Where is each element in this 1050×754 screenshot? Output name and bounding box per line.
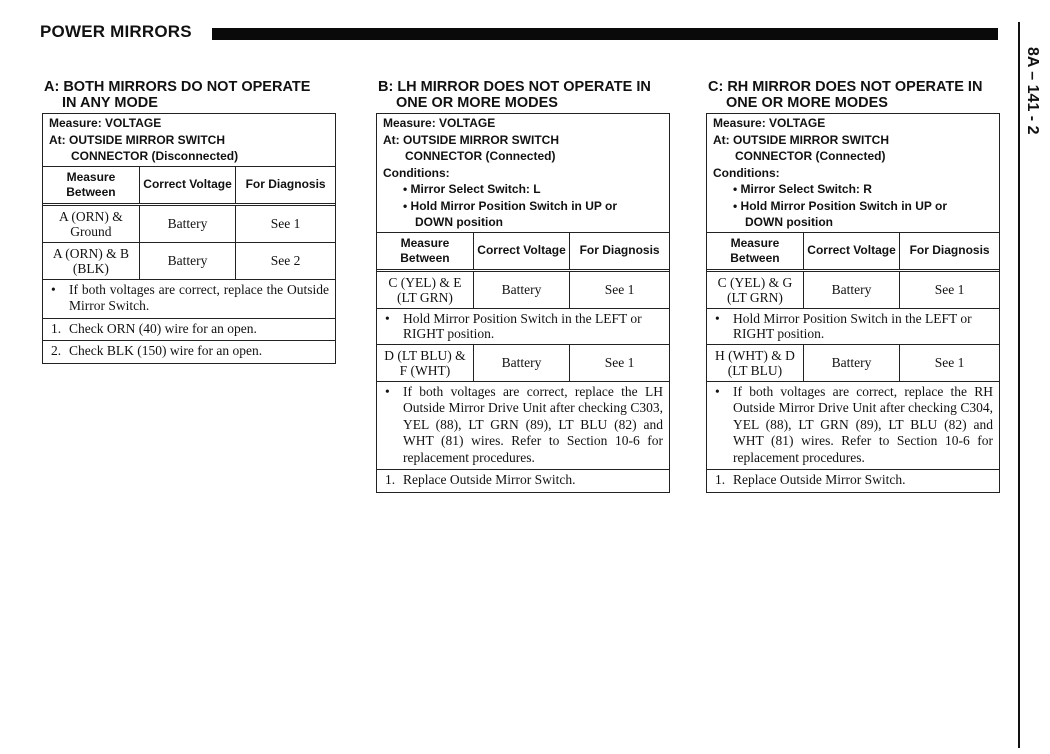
section-b-heading — [376, 79, 670, 111]
cell-between: D (LT BLU) & F (WHT) — [377, 344, 473, 381]
section-a-heading-line1: A: BOTH MIRRORS DO NOT OPERATE — [44, 79, 311, 95]
col-measure-between: Measure Between — [43, 166, 139, 204]
section-a-table — [43, 166, 335, 280]
section-b-step-1 — [377, 470, 669, 492]
bullet-marker: • — [715, 310, 720, 326]
cell-voltage: Battery — [473, 270, 569, 308]
table-note-row — [377, 308, 669, 344]
section-a-box — [42, 113, 336, 364]
page-title: POWER MIRRORS — [40, 22, 192, 41]
section-c-heading-line1: C: RH MIRROR DOES NOT OPERATE IN — [708, 79, 983, 95]
cell-voltage: Battery — [139, 242, 235, 279]
bullet-marker: • — [715, 383, 720, 399]
conditions-label: Conditions: — [383, 165, 450, 180]
step-number: 2. — [51, 343, 62, 358]
measure-label: Measure: VOLTAGE — [49, 116, 162, 130]
side-rule — [1018, 22, 1020, 748]
condition-1: • Mirror Select Switch: R — [733, 182, 872, 196]
col-for-diagnosis: For Diagnosis — [236, 166, 335, 204]
table-row — [43, 204, 335, 242]
bullet-text: If both voltages are correct, replace the RH Outside Mirror Drive Unit after checking C304, YEL (88), LT GRN (89), LT BLU (82) and WHT (81) wires. Refer to Section 10-6 for replacement procedures. — [733, 383, 993, 465]
section-a-measure-block — [43, 114, 335, 166]
col-correct-voltage: Correct Voltage — [473, 232, 569, 270]
section-c-bullet-note — [707, 382, 999, 471]
section-a-heading — [42, 79, 336, 111]
step-number: 1. — [51, 320, 62, 336]
section-c-table — [707, 232, 999, 382]
cell-between: A (ORN) & Ground — [43, 204, 139, 242]
condition-2-cont: DOWN position — [415, 215, 503, 229]
mid-note-text: Hold Mirror Position Switch in the LEFT or RIGHT position. — [733, 310, 972, 341]
bullet-text: If both voltages are correct, replace the LH Outside Mirror Drive Unit after checking C303, YEL (88), LT GRN (89), LT BLU (82) and WHT (81) wires. Refer to Section 10-6 for replacement procedures. — [403, 383, 663, 465]
section-a — [42, 79, 336, 364]
mid-note — [707, 308, 999, 344]
section-c-step-1 — [707, 470, 999, 492]
condition-1: • Mirror Select Switch: L — [403, 182, 541, 196]
cell-between: C (YEL) & G (LT GRN) — [707, 270, 803, 308]
connector-label: CONNECTOR (Connected) — [735, 149, 886, 163]
col-measure-between: Measure Between — [707, 232, 803, 270]
table-row — [377, 344, 669, 381]
connector-label: CONNECTOR (Connected) — [405, 149, 556, 163]
cell-voltage: Battery — [803, 270, 899, 308]
cell-diagnosis: See 1 — [900, 344, 999, 381]
table-row — [43, 242, 335, 279]
col-for-diagnosis: For Diagnosis — [900, 232, 999, 270]
cell-voltage: Battery — [139, 204, 235, 242]
step-text: Replace Outside Mirror Switch. — [403, 472, 576, 487]
table-row — [707, 270, 999, 308]
table-header-row — [377, 232, 669, 270]
measure-label: Measure: VOLTAGE — [383, 116, 496, 130]
bullet-marker: • — [385, 383, 390, 399]
condition-2: • Hold Mirror Position Switch in UP or — [733, 198, 947, 213]
section-b-table — [377, 232, 669, 382]
col-for-diagnosis: For Diagnosis — [570, 232, 669, 270]
section-b-bullet-note — [377, 382, 669, 471]
condition-2-cont: DOWN position — [745, 215, 833, 229]
bullet-marker: • — [385, 310, 390, 326]
cell-voltage: Battery — [803, 344, 899, 381]
at-label: At: OUTSIDE MIRROR SWITCH — [49, 132, 225, 147]
conditions-label: Conditions: — [713, 165, 780, 180]
bullet-marker: • — [51, 281, 56, 297]
section-b-heading-line1: B: LH MIRROR DOES NOT OPERATE IN — [378, 79, 651, 95]
section-b-measure-block — [377, 114, 669, 232]
section-c — [706, 79, 1000, 493]
cell-voltage: Battery — [473, 344, 569, 381]
measure-label: Measure: VOLTAGE — [713, 116, 826, 130]
table-header-row — [707, 232, 999, 270]
bullet-text: If both voltages are correct, replace the Outside Mirror Switch. — [69, 281, 329, 313]
at-label: At: OUTSIDE MIRROR SWITCH — [713, 132, 889, 147]
at-label: At: OUTSIDE MIRROR SWITCH — [383, 132, 559, 147]
section-a-step-1 — [43, 319, 335, 342]
section-a-bullet-note — [43, 280, 335, 319]
section-c-heading-line2: ONE OR MORE MODES — [726, 95, 888, 111]
section-c-heading — [706, 79, 1000, 111]
table-row — [377, 270, 669, 308]
connector-label: CONNECTOR (Disconnected) — [71, 149, 239, 163]
section-c-measure-block — [707, 114, 999, 232]
table-row — [707, 344, 999, 381]
col-measure-between: Measure Between — [377, 232, 473, 270]
cell-diagnosis: See 1 — [570, 270, 669, 308]
section-b — [376, 79, 670, 493]
step-text: Check ORN (40) wire for an open. — [69, 320, 257, 336]
table-header-row — [43, 166, 335, 204]
step-text: Check BLK (150) wire for an open. — [69, 343, 263, 358]
step-text: Replace Outside Mirror Switch. — [733, 472, 906, 487]
col-correct-voltage: Correct Voltage — [139, 166, 235, 204]
cell-diagnosis: See 1 — [236, 204, 335, 242]
cell-diagnosis: See 2 — [236, 242, 335, 279]
section-a-heading-line2: IN ANY MODE — [62, 95, 158, 111]
cell-between: C (YEL) & E (LT GRN) — [377, 270, 473, 308]
section-b-heading-line2: ONE OR MORE MODES — [396, 95, 558, 111]
mid-note-text: Hold Mirror Position Switch in the LEFT or RIGHT position. — [403, 310, 642, 341]
section-c-box — [706, 113, 1000, 493]
table-note-row — [707, 308, 999, 344]
cell-between: H (WHT) & D (LT BLU) — [707, 344, 803, 381]
step-number: 1. — [385, 472, 396, 487]
section-a-step-2 — [43, 341, 335, 363]
section-b-box — [376, 113, 670, 493]
mid-note — [377, 308, 669, 344]
condition-2: • Hold Mirror Position Switch in UP or — [403, 198, 617, 213]
col-correct-voltage: Correct Voltage — [803, 232, 899, 270]
cell-between: A (ORN) & B (BLK) — [43, 242, 139, 279]
page-number: 8A – 141 - 2 — [1024, 47, 1041, 135]
step-number: 1. — [715, 472, 726, 487]
cell-diagnosis: See 1 — [570, 344, 669, 381]
title-bar — [212, 28, 998, 40]
cell-diagnosis: See 1 — [900, 270, 999, 308]
